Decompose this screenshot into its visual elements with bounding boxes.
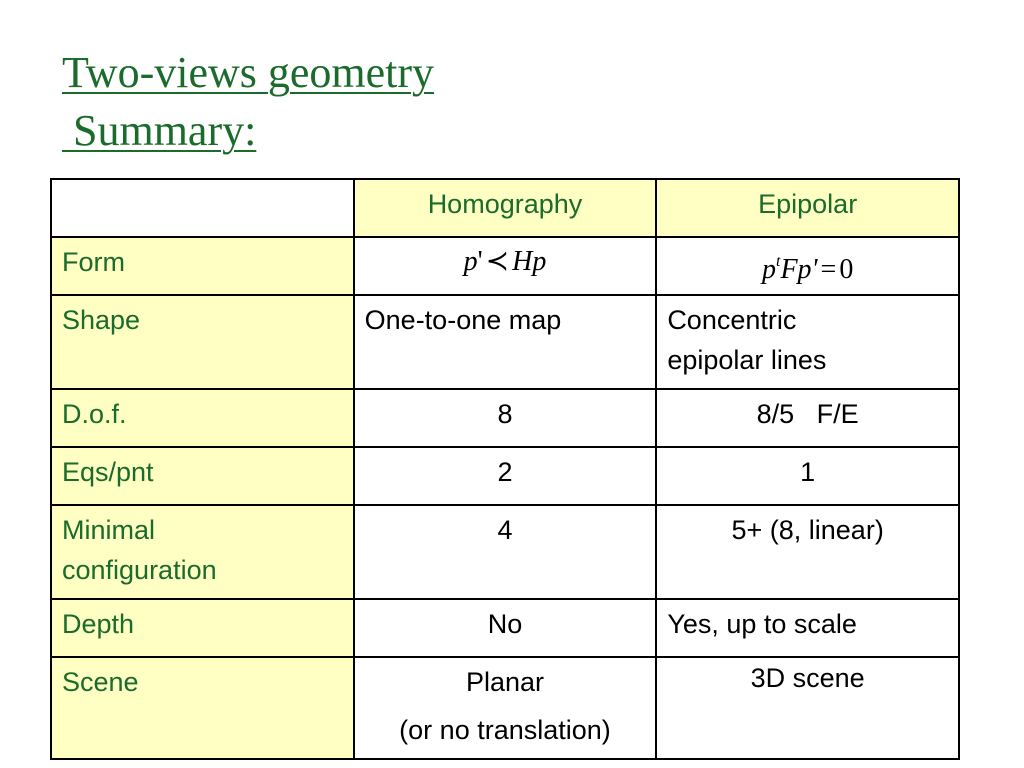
dof-epipolar: 8/5 F/E [656, 389, 959, 447]
header-epipolar: Epipolar [656, 179, 959, 237]
scene-homography-line2: (or no translation) [399, 715, 611, 745]
eq-e-equals: = [820, 254, 837, 285]
row-label-scene: Scene [51, 657, 354, 759]
form-homography-equation [354, 237, 657, 295]
eqs-epipolar: 1 [656, 447, 959, 505]
slide-title-line1: Two-views geometry [62, 48, 435, 97]
row-label-shape: Shape [51, 295, 354, 389]
row-label-minimal-line2: configuration [62, 555, 217, 585]
shape-epipolar-line1: Concentric [667, 305, 797, 335]
scene-homography-line1: Planar [465, 667, 544, 697]
minimal-homography: 4 [354, 505, 657, 599]
row-label-dof: D.o.f. [51, 389, 354, 447]
table-header-row [51, 179, 959, 237]
dof-homography: 8 [354, 389, 657, 447]
table-row-scene [51, 657, 959, 759]
scene-epipolar: 3D scene [656, 657, 959, 759]
depth-epipolar: Yes, up to scale [656, 599, 959, 657]
row-label-minimal [51, 505, 354, 599]
table-row-minimal [51, 505, 959, 599]
eq-h-prime: ' [477, 246, 483, 277]
corner-cell [51, 179, 354, 237]
row-label-minimal-line1: Minimal [62, 515, 156, 545]
row-label-form: Form [51, 237, 354, 295]
eq-e-transpose: t [775, 253, 781, 270]
summary-table [50, 178, 960, 760]
scene-homography [354, 657, 657, 759]
slide-title-line2: Summary: [62, 106, 257, 155]
eq-e-p: p [761, 254, 776, 285]
depth-homography: No [354, 599, 657, 657]
row-label-depth: Depth [51, 599, 354, 657]
table-row-dof [51, 389, 959, 447]
table-row-eqs [51, 447, 959, 505]
shape-epipolar-line2: epipolar lines [667, 345, 827, 375]
table-row-form [51, 237, 959, 295]
header-homography: Homography [354, 179, 657, 237]
eqs-homography: 2 [354, 447, 657, 505]
form-epipolar-equation [656, 237, 959, 295]
eq-h-p: p [463, 246, 478, 277]
minimal-epipolar: 5+ (8, linear) [656, 505, 959, 599]
table-row-depth [51, 599, 959, 657]
shape-homography: One-to-one map [354, 295, 657, 389]
slide-title [62, 44, 434, 160]
eq-e-zero: 0 [839, 254, 854, 285]
table-row-shape [51, 295, 959, 389]
eq-h-hp: Hp [512, 246, 547, 277]
row-label-eqs: Eqs/pnt [51, 447, 354, 505]
shape-epipolar [656, 295, 959, 389]
eq-h-relation: ≺ [485, 246, 510, 277]
eq-e-fp: Fp' [780, 254, 818, 285]
